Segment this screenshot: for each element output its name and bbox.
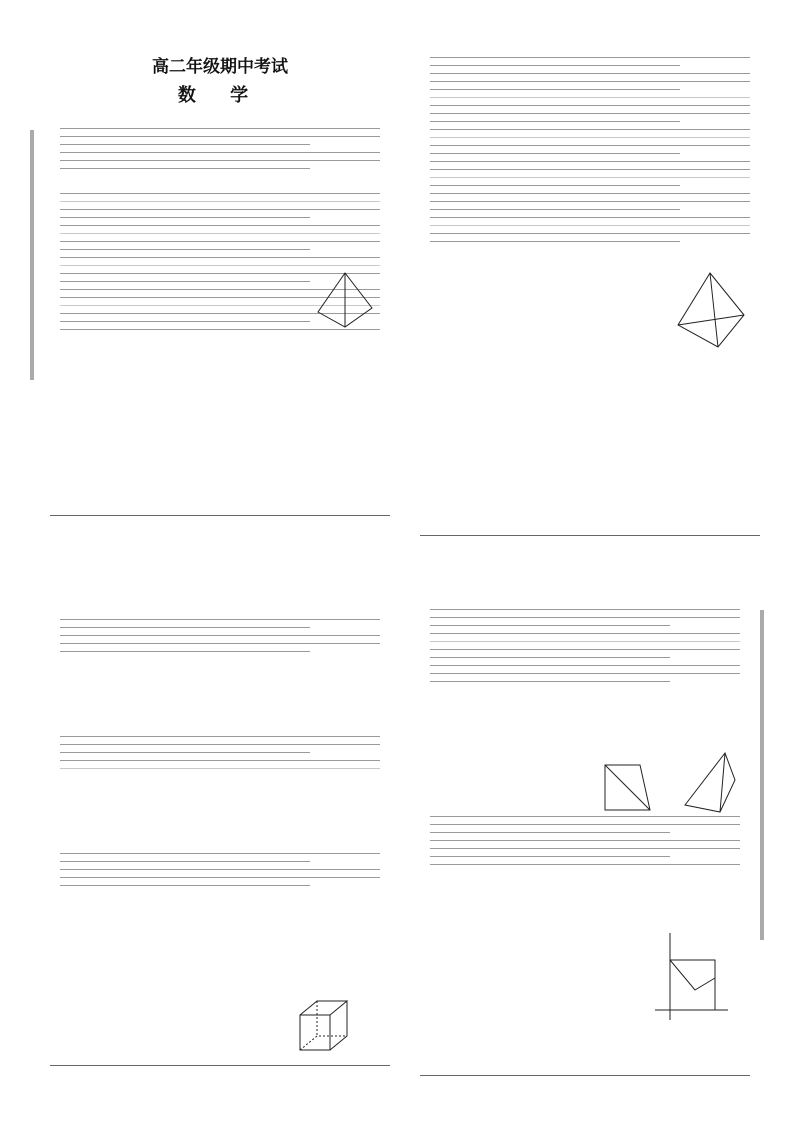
left-binding-strip xyxy=(30,130,34,380)
right-binding-strip xyxy=(760,610,764,940)
trapezoid-figure xyxy=(600,760,660,820)
coordinate-figure xyxy=(650,930,730,1025)
tetrahedron-figure xyxy=(670,270,750,350)
page-2 xyxy=(420,40,760,540)
page-3 xyxy=(50,600,390,1070)
pyramid-figure xyxy=(310,270,380,330)
page-4 xyxy=(420,590,750,1080)
exam-title: 高二年级期中考试 xyxy=(152,57,288,77)
folded-figure xyxy=(680,750,740,820)
subject-title: 数 学 xyxy=(177,85,263,106)
page-1 xyxy=(50,40,390,520)
cube-figure xyxy=(295,995,355,1055)
